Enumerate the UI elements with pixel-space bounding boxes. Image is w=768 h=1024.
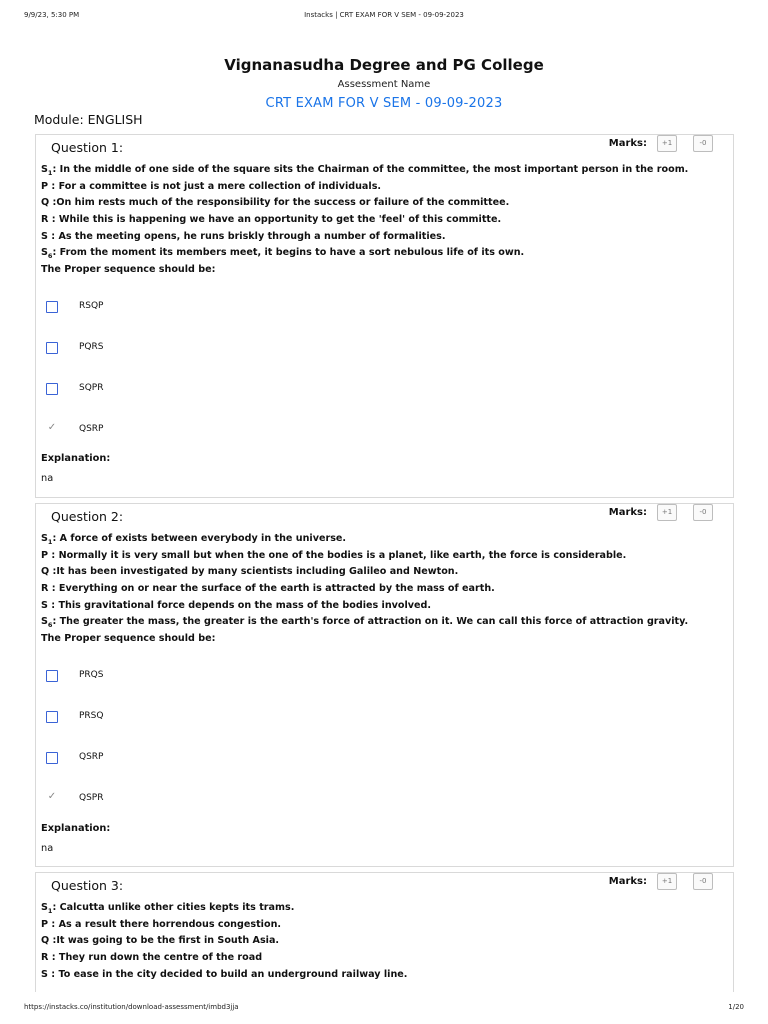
statement: P : Normally it is very small but when the one of the bodies is a planet, like earth, the force is considerable. <box>41 549 627 561</box>
print-datetime: 9/9/23, 5:30 PM <box>24 11 80 19</box>
assessment-label: Assessment Name <box>337 79 431 90</box>
module-title: Module: ENGLISH <box>34 112 143 127</box>
checkbox[interactable] <box>46 670 58 682</box>
option-label: QSRP <box>79 424 104 434</box>
question-card-1 <box>35 134 734 498</box>
sequence-prompt: The Proper sequence should be: <box>41 633 216 645</box>
option-label: SQPR <box>79 383 104 393</box>
question-title: Question 2: <box>51 509 124 524</box>
statement: S : This gravitational force depends on the mass of the bodies involved. <box>41 599 432 611</box>
explanation-text: na <box>41 473 54 484</box>
explanation-label: Explanation: <box>41 453 111 464</box>
statement: $S_1$: A force of exists between everybody in the universe. <box>41 533 347 546</box>
marks-area <box>533 504 733 524</box>
explanation-label: Explanation: <box>41 823 111 834</box>
checkmark-icon: ✓ <box>47 422 57 433</box>
marks-label: Marks: <box>608 507 647 518</box>
statement: Q :It has been investigated by many scientists including Galileo and Newton. <box>41 566 459 578</box>
checkbox[interactable] <box>46 752 58 764</box>
statement: $S_6$: From the moment its members meet, it begins to have a sort nebulous life of its own. <box>41 247 525 261</box>
statement: Q :It was going to be the first in South Asia. <box>41 935 280 947</box>
marks-area <box>533 135 733 155</box>
print-footer <box>0 1003 768 1015</box>
checkbox[interactable] <box>46 301 58 313</box>
statement: S : As the meeting opens, he runs briskly through a number of formalities. <box>41 230 446 242</box>
statement-list <box>41 533 721 650</box>
print-title: Instacks | CRT EXAM FOR V SEM - 09-09-2023 <box>304 11 464 19</box>
statement: P : For a committee is not just a mere collection of individuals. <box>41 180 382 192</box>
statement: P : As a result there horrendous congestion. <box>41 918 282 930</box>
mark-plus-badge: +1 <box>657 504 677 521</box>
sequence-prompt: The Proper sequence should be: <box>41 264 216 276</box>
statement: $S_6$: The greater the mass, the greater is the earth's force of attraction on it. We can call this force of attraction gravity. <box>41 616 689 630</box>
college-name: Vignanasudha Degree and PG College <box>224 56 544 74</box>
option-label: PRSQ <box>79 711 104 721</box>
statement: R : While this is happening we have an opportunity to get the 'feel' of this committe. <box>41 214 502 226</box>
checkbox[interactable] <box>46 383 58 395</box>
option-label: PRQS <box>79 670 104 680</box>
checkmark-icon: ✓ <box>47 791 57 802</box>
print-url: https://instacks.co/institution/download-assessment/imbd3jja <box>24 1003 239 1011</box>
marks-area <box>533 873 733 893</box>
mark-minus-badge: -0 <box>693 873 713 890</box>
statement: $S_1$: Calcutta unlike other cities kepts its trams. <box>41 902 295 915</box>
statement-list <box>41 902 721 985</box>
statement: $S_1$: In the middle of one side of the square sits the Chairman of the committee, the most important person in the room. <box>41 164 689 177</box>
print-header <box>0 11 768 23</box>
mark-plus-badge: +1 <box>657 873 677 890</box>
mark-plus-badge: +1 <box>657 135 677 152</box>
page-number: 1/20 <box>728 1003 744 1011</box>
statement: Q :On him rests much of the responsibility for the success or failure of the committee. <box>41 197 510 209</box>
question-title: Question 3: <box>51 878 124 893</box>
question-card-2 <box>35 503 734 867</box>
statement: R : They run down the centre of the road <box>41 952 263 964</box>
question-card-3 <box>35 872 734 992</box>
statement: R : Everything on or near the surface of the earth is attracted by the mass of earth. <box>41 583 495 595</box>
option-label: RSQP <box>79 301 104 311</box>
question-title: Question 1: <box>51 140 124 155</box>
exam-name: CRT EXAM FOR V SEM - 09-09-2023 <box>265 96 503 111</box>
checkbox[interactable] <box>46 342 58 354</box>
mark-minus-badge: -0 <box>693 135 713 152</box>
explanation-text: na <box>41 843 54 854</box>
statement-list <box>41 164 721 281</box>
option-label: PQRS <box>79 342 104 352</box>
option-label: QSRP <box>79 752 104 762</box>
option-label: QSPR <box>79 793 104 803</box>
marks-label: Marks: <box>608 138 647 149</box>
mark-minus-badge: -0 <box>693 504 713 521</box>
statement: S : To ease in the city decided to build an underground railway line. <box>41 968 408 980</box>
checkbox[interactable] <box>46 711 58 723</box>
marks-label: Marks: <box>608 876 647 887</box>
